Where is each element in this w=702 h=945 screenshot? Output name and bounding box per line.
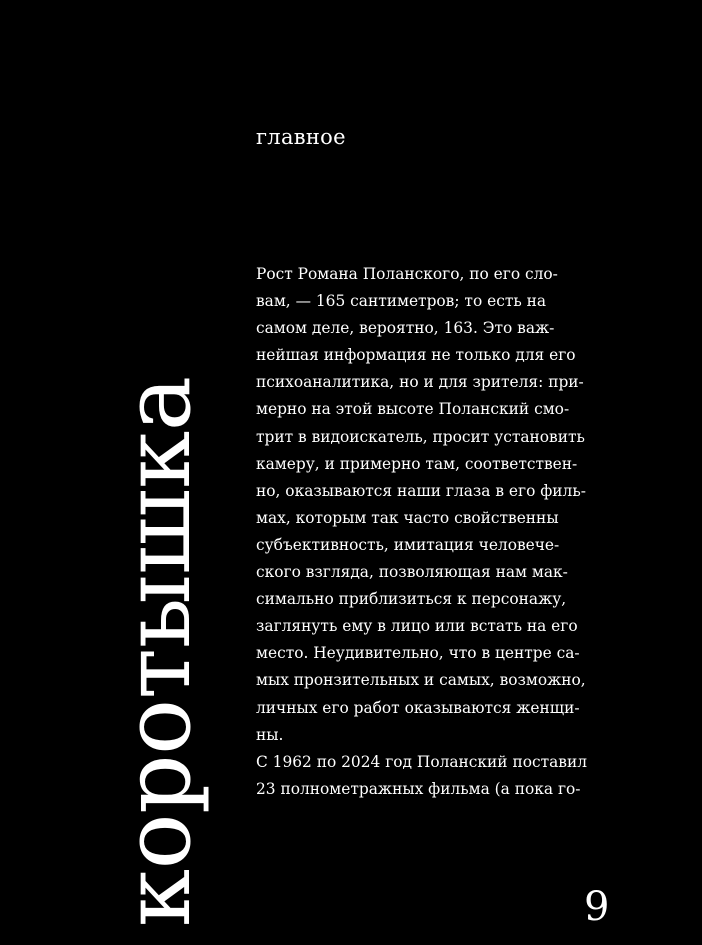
body-line: 23 полнометражных фильма (а пока го- [256, 779, 581, 798]
section-label: главное [256, 125, 346, 149]
body-line: Рост Романа Поланского, по его сло- [256, 265, 558, 283]
body-line: ского взгляда, позволяющая нам мак- [256, 563, 568, 582]
body-line: мых пронзительных и самых, возможно, [256, 671, 586, 690]
body-line: симально приблизиться к персонажу, [256, 590, 567, 609]
body-line: вам, — 165 сантиметров; то есть на [256, 292, 547, 311]
page-number: 9 [584, 884, 610, 930]
body-line: место. Неудивительно, что в центре са- [256, 644, 580, 663]
body-line: трит в видоискатель, просит установить [256, 427, 585, 446]
body-line: ны. [256, 725, 284, 744]
body-line: С 1962 по 2024 год Поланский поставил [256, 752, 587, 771]
body-line: самом деле, вероятно, 163. Это важ- [256, 319, 555, 338]
body-line: субъективность, имитация человече- [256, 535, 560, 554]
body-line: но, оказываются наши глаза в его филь- [256, 481, 586, 500]
body-line: личных его работ оказываются женщи- [256, 698, 580, 717]
body-line: психоаналитика, но и для зрителя: при- [256, 373, 584, 392]
body-line: мерно на этой высоте Поланский смо- [256, 400, 570, 419]
body-line: мах, которым так часто свойственны [256, 508, 559, 527]
body-line: камеру, и примерно там, соответствен- [256, 454, 578, 473]
body-line: нейшая информация не только для его [256, 346, 576, 365]
body-line: заглянуть ему в лицо или встать на его [256, 617, 578, 636]
vertical-title: коротышка [103, 376, 211, 927]
body-text [256, 261, 626, 803]
